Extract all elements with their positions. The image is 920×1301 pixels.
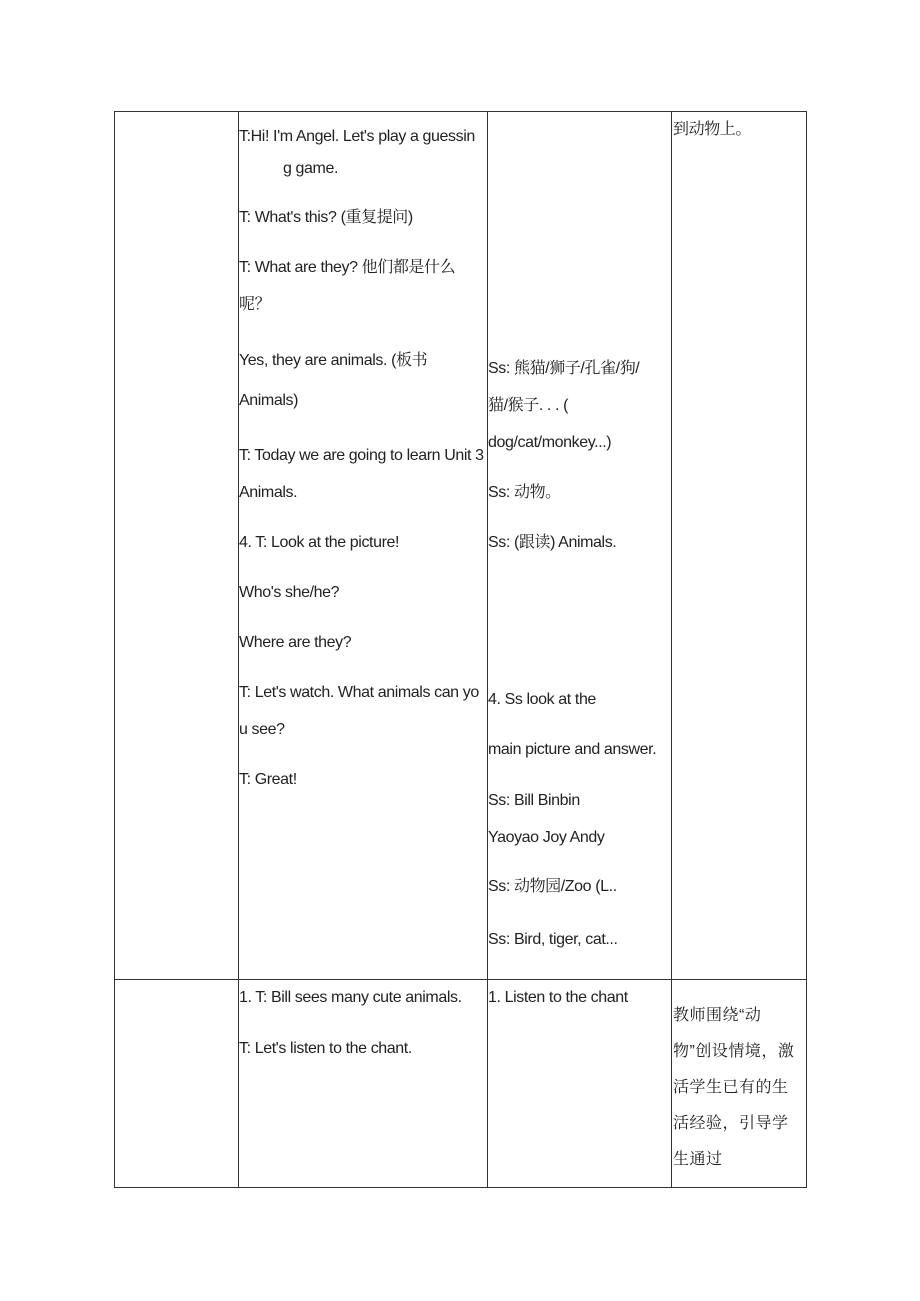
student-line: dog/cat/monkey...) xyxy=(488,434,612,451)
teacher-line: u see? xyxy=(239,721,285,738)
student-line: Ss: Bill Binbin xyxy=(488,792,580,809)
teacher-line: T: What are they? 他们都是什么 xyxy=(239,259,456,276)
design-note: 到动物上。 xyxy=(673,121,752,138)
student-line: 1. Listen to the chant xyxy=(488,989,628,1006)
teacher-line: Who's she/he? xyxy=(239,584,340,601)
teacher-line: Yes, they are animals. (板书 xyxy=(239,352,428,369)
row-divider xyxy=(115,979,806,980)
column-divider-3 xyxy=(671,112,672,1187)
teacher-line: 1. T: Bill sees many cute animals. xyxy=(239,989,462,1006)
student-line: 4. Ss look at the xyxy=(488,691,596,708)
teacher-line: g game. xyxy=(283,160,339,177)
column-divider-2 xyxy=(487,112,488,1187)
teacher-line: T: Great! xyxy=(239,771,297,788)
student-line: 猫/猴子. . . ( xyxy=(488,397,569,414)
student-line: Ss: (跟读) Animals. xyxy=(488,534,617,551)
student-line: Ss: 熊猫/狮子/孔雀/狗/ xyxy=(488,360,640,377)
teacher-line: 4. T: Look at the picture! xyxy=(239,534,400,551)
teacher-line: Where are they? xyxy=(239,634,352,651)
design-note: 教师围绕“动物”创设情境，激活学生已有的生活经验，引导学生通过 xyxy=(673,1007,795,1168)
student-line: Ss: 动物。 xyxy=(488,484,561,501)
teacher-line: 呢？ xyxy=(239,296,271,313)
teacher-line: T: Let's watch. What animals can yo xyxy=(239,684,479,701)
teacher-line: Animals. xyxy=(239,484,298,501)
teacher-line: T: Today we are going to learn Unit 3 xyxy=(239,447,484,464)
student-line: main picture and answer. xyxy=(488,741,657,758)
teacher-line: T: Let's listen to the chant. xyxy=(239,1040,412,1057)
student-line: Ss: Bird, tiger, cat... xyxy=(488,931,618,948)
teacher-line: Animals) xyxy=(239,392,299,409)
student-line: Yaoyao Joy Andy xyxy=(488,829,605,846)
student-line: Ss: 动物园/Zoo (L.. xyxy=(488,878,617,895)
teacher-line: T:Hi! I'm Angel. Let's play a guessin xyxy=(239,128,475,145)
teacher-line: T: What's this? (重复提问) xyxy=(239,209,413,226)
